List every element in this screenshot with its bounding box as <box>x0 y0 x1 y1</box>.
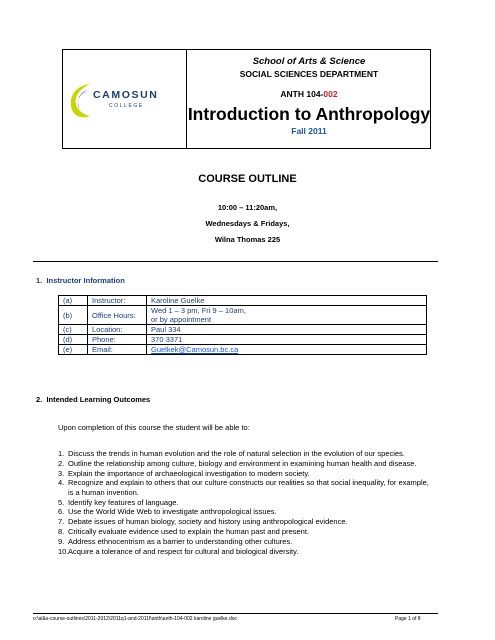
list-item <box>58 517 436 526</box>
item-text: Outline the relationship among culture, biology and environment in examining human health and disease. <box>68 458 417 468</box>
item-text: Use the World Wide Web to investigate anthropological issues. <box>68 507 277 517</box>
item-text: Discuss the trends in human evolution and the role of natural selection in the evolution of our species. <box>68 449 405 458</box>
row-label: Office Hours: <box>88 306 147 325</box>
logo-swoosh-icon <box>66 80 96 120</box>
item-number: 5. <box>58 497 65 507</box>
course-section: 002 <box>323 89 338 99</box>
logo-subtext: COLLEGE <box>109 103 144 109</box>
item-number: 1. <box>58 449 65 458</box>
item-text: Explain the importance of archaeological investigation to modern society. <box>68 468 310 478</box>
list-item <box>58 459 436 468</box>
email-value <box>147 345 427 355</box>
outcomes-list <box>58 449 436 556</box>
list-item <box>58 498 436 507</box>
item-text: Recognize and explain to others that our culture constructs our realities so that social inequality, for example, is a human invention. <box>68 478 429 497</box>
footer-file-path: o:\al&s-course-outlines\2011-2012\2011q1-and-2011f\anth\anth-104-002 karoline guelke.doc <box>33 616 238 622</box>
item-number: 7. <box>58 517 65 527</box>
section-1-number: 1. <box>36 276 43 285</box>
table-row <box>59 325 427 335</box>
row-id: (b) <box>59 306 88 325</box>
outcomes-intro: Upon completion of this course the student will be able to: <box>58 423 250 432</box>
class-time: 10:00 – 11:20am, <box>217 203 278 212</box>
list-item <box>58 537 436 546</box>
list-item <box>58 469 436 478</box>
list-item <box>58 547 436 556</box>
row-label: Phone: <box>88 335 147 345</box>
table-row <box>59 296 427 306</box>
footer-divider <box>33 613 438 614</box>
list-item <box>58 449 436 458</box>
instructor-table <box>58 295 427 355</box>
row-id: (c) <box>59 325 88 335</box>
row-id: (e) <box>59 345 88 355</box>
section-2-title: Intended Learning Outcomes <box>46 395 151 404</box>
item-number: 4. <box>58 478 65 488</box>
table-row <box>59 335 427 345</box>
item-number: 6. <box>58 507 65 517</box>
course-term: Fall 2011 <box>291 126 327 136</box>
row-label: Location: <box>88 325 147 335</box>
class-days: Wednesdays & Fridays, <box>205 219 290 228</box>
row-label: Instructor: <box>88 296 147 306</box>
item-number: 10. <box>58 546 69 556</box>
footer-page-number: Page 1 of 8 <box>395 616 421 622</box>
logo-wordmark: CAMOSUN <box>93 89 159 101</box>
outline-title: COURSE OUTLINE <box>198 173 297 185</box>
list-item <box>58 527 436 536</box>
instructor-value: Karoline Guelke <box>147 296 427 306</box>
item-text: Critically evaluate evidence used to explain the human past and present. <box>68 526 309 536</box>
office-hours-line-1: Wed 1 – 3 pm, Fri 9 – 10am, <box>151 306 246 315</box>
item-number: 2. <box>58 458 65 468</box>
table-row <box>59 306 427 325</box>
item-number: 9. <box>58 536 65 546</box>
email-link[interactable]: Guelkek@Camosun.bc.ca <box>151 345 239 354</box>
row-label: Email: <box>88 345 147 355</box>
section-1-heading <box>36 276 125 285</box>
section-2-number: 2. <box>36 395 43 404</box>
college-logo <box>66 80 182 120</box>
office-hours-value <box>147 306 427 325</box>
item-text: Identify key features of language. <box>68 497 179 507</box>
section-divider <box>33 261 438 262</box>
course-code-prefix: ANTH 104- <box>280 89 324 99</box>
item-text: Acquire a tolerance of and respect for cultural and biological diversity. <box>68 546 299 556</box>
class-room: Wilna Thomas 225 <box>214 235 281 244</box>
phone-value: 370 3371 <box>147 335 427 345</box>
course-title: Introduction to Anthropology <box>187 104 431 124</box>
section-1-title: Instructor Information <box>46 276 125 285</box>
section-2-heading <box>36 395 150 404</box>
item-number: 8. <box>58 526 65 536</box>
item-text: Debate issues of human biology, society and history using anthropological evidence. <box>68 517 348 527</box>
row-id: (d) <box>59 335 88 345</box>
item-number: 3. <box>58 468 65 478</box>
list-item <box>58 507 436 516</box>
row-id: (a) <box>59 296 88 306</box>
table-row <box>59 345 427 355</box>
location-value: Paul 334 <box>147 325 427 335</box>
office-hours-line-2: or by appointment <box>151 315 212 324</box>
course-code <box>187 89 431 99</box>
list-item <box>58 478 436 497</box>
department-name: SOCIAL SCIENCES DEPARTMENT <box>239 69 379 79</box>
school-name: School of Arts & Science <box>252 56 366 67</box>
item-text: Address ethnocentrism as a barrier to understanding other cultures. <box>68 536 293 546</box>
